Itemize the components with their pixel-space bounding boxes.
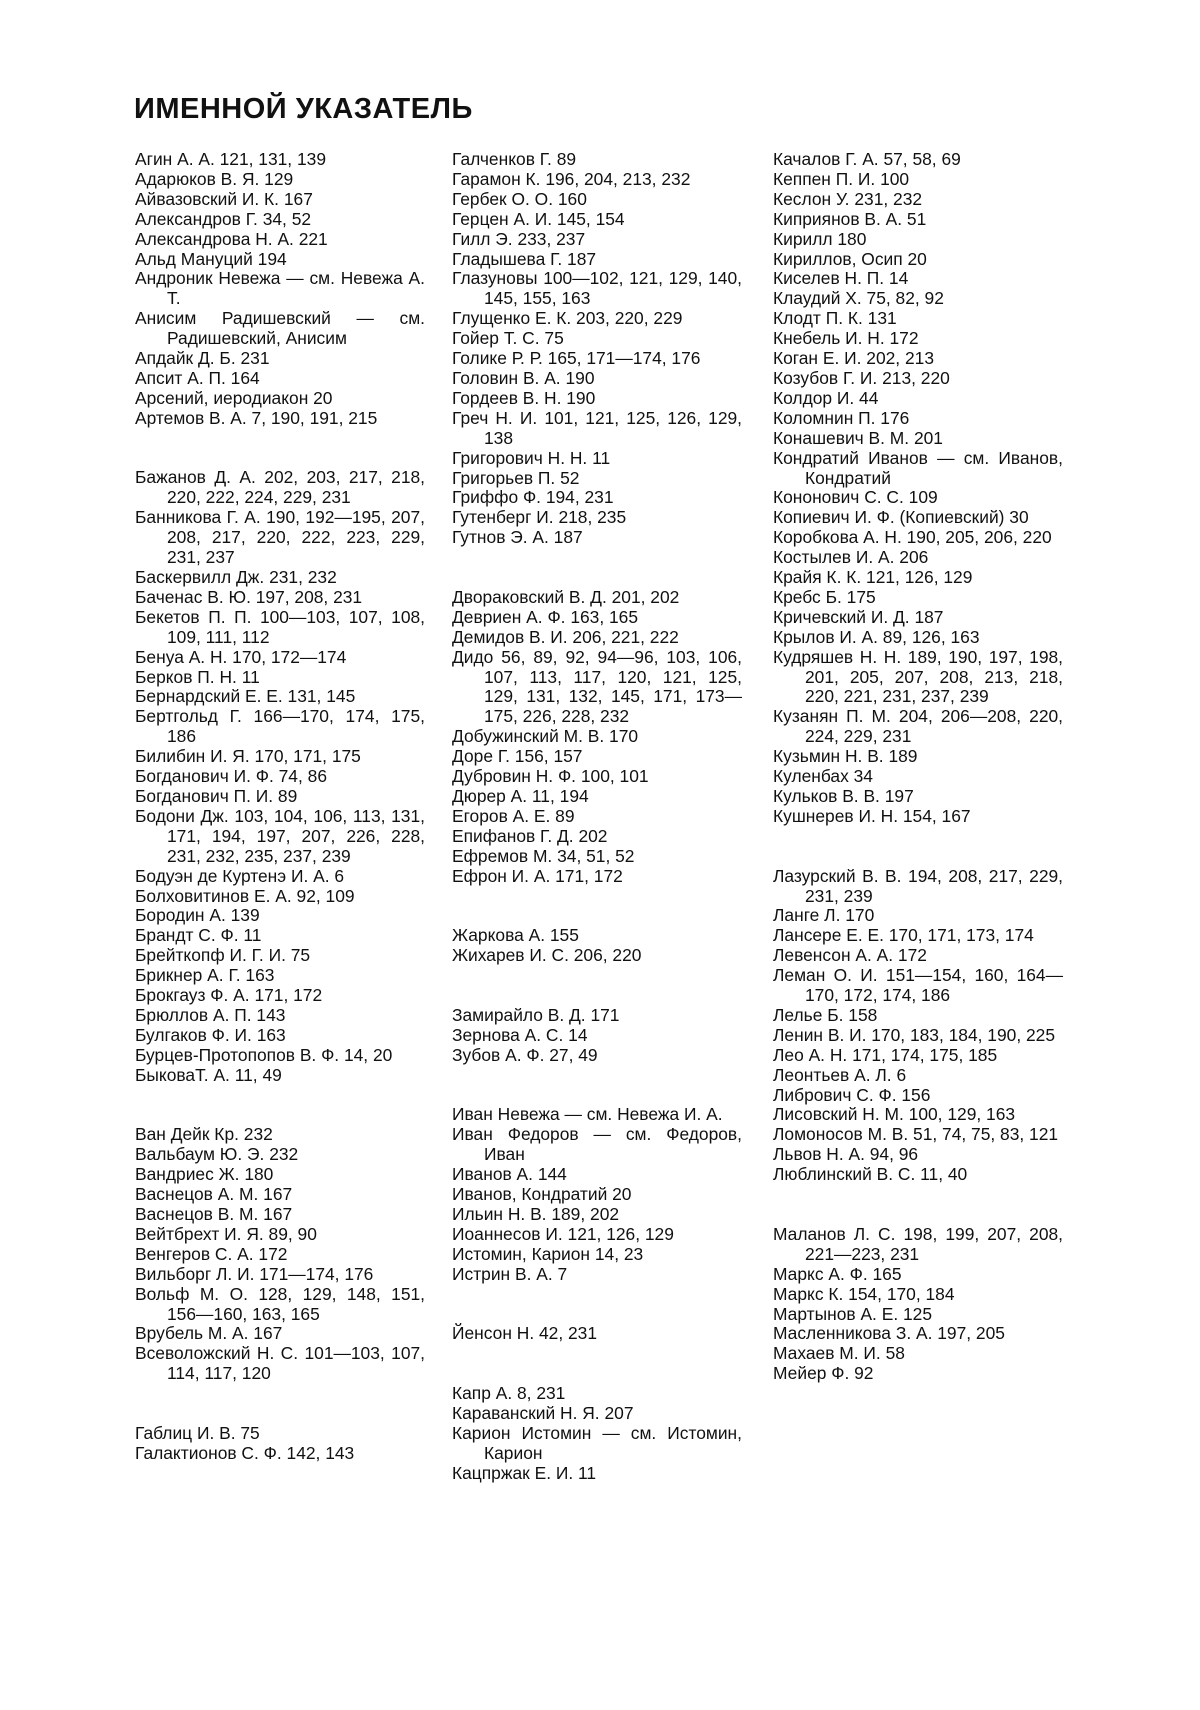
index-entry: Ильин Н. В. 189, 202 — [452, 1203, 620, 1224]
index-entry: Венгеров С. А. 172 — [135, 1243, 288, 1264]
section-gap — [135, 429, 425, 449]
section-gap — [773, 1185, 1063, 1205]
index-entry: Гладышева Г. 187 — [452, 248, 597, 269]
index-entry: Анисим Радишевский — см. Радишевский, Анисим — [135, 308, 425, 349]
index-entry: Андроник Невежа — см. Невежа А. Т. — [135, 268, 425, 309]
index-entry: Бернардский Е. Е. 131, 145 — [135, 686, 356, 707]
index-entry: Кеппен П. И. 100 — [773, 168, 910, 189]
index-entry: Альд Мануций 194 — [135, 248, 287, 269]
index-entry: Гарамон К. 196, 204, 213, 232 — [452, 168, 691, 189]
index-entry: Бурцев-Протопопов В. Ф. 14, 20 — [135, 1044, 393, 1065]
index-entry: Лазурский В. В. 194, 208, 217, 229, 231, 239 — [773, 865, 1063, 906]
index-entry: Клодт П. К. 131 — [773, 308, 897, 329]
index-entry: Головин В. А. 190 — [452, 367, 595, 388]
index-entry: Бажанов Д. А. 202, 203, 217, 218, 220, 222, 224, 229, 231 — [135, 467, 425, 508]
section-gap — [452, 1085, 742, 1105]
index-entry: Болховитинов Е. А. 92, 109 — [135, 885, 355, 906]
section-gap — [452, 1304, 742, 1324]
index-entry: Епифанов Г. Д. 202 — [452, 825, 608, 846]
section-gap — [773, 1205, 1063, 1225]
index-entry: Лансере Е. Е. 170, 171, 173, 174 — [773, 925, 1034, 946]
index-entry: Бородин А. 139 — [135, 905, 260, 926]
index-column-3 — [773, 150, 1063, 1384]
index-entry: Гутнов Э. А. 187 — [452, 527, 583, 548]
index-entry: Жаркова А. 155 — [452, 925, 579, 946]
index-entry: Иванов А. 144 — [452, 1164, 567, 1185]
section-gap — [452, 966, 742, 986]
index-entry: БыковаТ. А. 11, 49 — [135, 1064, 282, 1085]
index-entry: Дюрер А. 11, 194 — [452, 785, 589, 806]
index-entry: Кудряшев Н. Н. 189, 190, 197, 198, 201, 205, 207, 208, 213, 218, 220, 221, 231, 237, 239 — [773, 646, 1063, 707]
index-entry: Махаев М. И. 58 — [773, 1343, 905, 1364]
index-entry: Богданович П. И. 89 — [135, 785, 298, 806]
index-entry: Крылов И. А. 89, 126, 163 — [773, 626, 980, 647]
index-entry: Ефремов М. 34, 51, 52 — [452, 845, 635, 866]
index-entry: Врубель М. А. 167 — [135, 1323, 283, 1344]
index-entry: Александров Г. 34, 52 — [135, 208, 312, 229]
index-entry: Копиевич И. Ф. (Копиевский) 30 — [773, 507, 1029, 528]
index-entry: Кузанян П. М. 204, 206—208, 220, 224, 229, 231 — [773, 706, 1063, 747]
index-entry: Леман О. И. 151—154, 160, 164—170, 172, 174, 186 — [773, 965, 1063, 1006]
index-entry: Маланов Л. С. 198, 199, 207, 208, 221—223, 231 — [773, 1223, 1063, 1264]
index-entry: Крайя К. К. 121, 126, 129 — [773, 567, 973, 588]
index-entry: Ломоносов М. В. 51, 74, 75, 83, 121 — [773, 1124, 1059, 1145]
index-entry: Куленбах 34 — [773, 766, 873, 787]
index-entry: Колдор И. 44 — [773, 387, 879, 408]
index-entry: Киселев Н. П. 14 — [773, 268, 909, 289]
index-entry: Львов Н. А. 94, 96 — [773, 1144, 919, 1165]
index-entry: Киприянов В. А. 51 — [773, 208, 927, 229]
index-entry: Конашевич В. М. 201 — [773, 427, 943, 448]
index-entry: Доре Г. 156, 157 — [452, 746, 583, 767]
index-entry: Богданович И. Ф. 74, 86 — [135, 766, 327, 787]
section-gap — [452, 568, 742, 588]
index-entry: Кульков В. В. 197 — [773, 786, 914, 806]
index-entry: Гойер Т. С. 75 — [452, 328, 564, 349]
index-column-1 — [135, 150, 425, 1464]
index-entry: Бодуэн де Куртенэ И. А. 6 — [135, 865, 345, 886]
index-entry: Иван Невежа — см. Невежа И. А. — [452, 1104, 723, 1125]
index-entry: Бенуа А. Н. 170, 172—174 — [135, 646, 347, 667]
index-entry: Галактионов С. Ф. 142, 143 — [135, 1442, 355, 1463]
index-entry: Двораковский В. Д. 201, 202 — [452, 586, 680, 607]
index-entry: Айвазовский И. К. 167 — [135, 188, 313, 209]
index-entry: Глущенко Е. К. 203, 220, 229 — [452, 308, 683, 329]
index-entry: Брикнер А. Г. 163 — [135, 965, 275, 986]
index-entry: Дидо 56, 89, 92, 94—96, 103, 106, 107, 113, 117, 120, 121, 125, 129, 131, 132, 145, 171, 173—175, 226, 228, 232 — [452, 646, 742, 727]
section-gap — [773, 847, 1063, 867]
index-entry: Козубов Г. И. 213, 220 — [773, 367, 950, 388]
page-title: ИМЕННОЙ УКАЗАТЕЛЬ — [134, 93, 473, 125]
index-entry: Истомин, Карион 14, 23 — [452, 1243, 644, 1264]
index-entry: Маркс К. 154, 170, 184 — [773, 1283, 955, 1304]
index-entry: Артемов В. А. 7, 190, 191, 215 — [135, 407, 378, 428]
index-entry: Демидов В. И. 206, 221, 222 — [452, 626, 679, 647]
index-entry: Герцен А. И. 145, 154 — [452, 208, 625, 229]
index-entry: Караванский Н. Я. 207 — [452, 1402, 634, 1423]
section-gap — [135, 1384, 425, 1404]
index-entry: Иоаннесов И. 121, 126, 129 — [452, 1223, 674, 1244]
index-entry: Иван Федоров — см. Федоров, Иван — [452, 1124, 742, 1165]
index-entry: Кребс Б. 175 — [773, 586, 876, 607]
index-entry: Габлиц И. В. 75 — [135, 1422, 260, 1443]
index-entry: Коробкова А. Н. 190, 205, 206, 220 — [773, 527, 1052, 548]
index-entry: Баченас В. Ю. 197, 208, 231 — [135, 586, 363, 607]
index-entry: Кнебель И. Н. 172 — [773, 328, 919, 349]
section-gap — [452, 986, 742, 1006]
index-entry: Бертгольд Г. 166—170, 174, 175, 186 — [135, 706, 425, 747]
index-entry: Лелье Б. 158 — [773, 1004, 878, 1025]
index-entry: Леонтьев А. Л. 6 — [773, 1064, 907, 1085]
index-entry: Клаудий Х. 75, 82, 92 — [773, 288, 944, 309]
index-entry: Дубровин Н. Ф. 100, 101 — [452, 766, 649, 787]
index-entry: Апсит А. П. 164 — [135, 367, 260, 388]
index-entry: Баскервилл Дж. 231, 232 — [135, 567, 337, 587]
index-entry: Всеволожский Н. С. 101—103, 107, 114, 117, 120 — [135, 1343, 425, 1384]
index-entry: Гриффо Ф. 194, 231 — [452, 487, 614, 508]
index-entry: Девриен А. Ф. 163, 165 — [452, 606, 639, 627]
section-gap — [452, 1344, 742, 1364]
index-entry: Истрин В. А. 7 — [452, 1263, 568, 1284]
index-entry: Мартынов А. Е. 125 — [773, 1303, 932, 1324]
index-entry: Лисовский Н. М. 100, 129, 163 — [773, 1104, 1016, 1125]
index-entry: Кушнерев И. Н. 154, 167 — [773, 805, 971, 826]
index-entry: Маркс А. Ф. 165 — [773, 1263, 902, 1284]
section-gap — [452, 887, 742, 907]
index-entry: Греч Н. И. 101, 121, 125, 126, 129, 138 — [452, 407, 742, 448]
section-gap — [135, 1086, 425, 1106]
index-entry: Вальбаум Ю. Э. 232 — [135, 1144, 299, 1165]
index-entry: Григорович Н. Н. 11 — [452, 447, 611, 468]
index-entry: Костылев И. А. 206 — [773, 547, 929, 568]
index-entry: Зернова А. С. 14 — [452, 1024, 588, 1045]
index-entry: Коломнин П. 176 — [773, 407, 910, 428]
section-gap — [135, 1404, 425, 1424]
section-gap — [135, 449, 425, 469]
index-entry: Вейтбрехт И. Я. 89, 90 — [135, 1223, 317, 1244]
index-entry: Йенсон Н. 42, 231 — [452, 1323, 598, 1344]
index-entry: Васнецов В. М. 167 — [135, 1203, 293, 1224]
index-entry: Добужинский М. В. 170 — [452, 726, 639, 747]
index-entry: Билибин И. Я. 170, 171, 175 — [135, 746, 361, 767]
index-entry: Кацпржак Е. И. 11 — [452, 1462, 597, 1483]
index-entry: Мейер Ф. 92 — [773, 1363, 874, 1384]
section-gap — [135, 1105, 425, 1125]
index-entry: Гутенберг И. 218, 235 — [452, 507, 627, 528]
index-entry: Иванов, Кондратий 20 — [452, 1184, 632, 1204]
index-entry: Гилл Э. 233, 237 — [452, 228, 586, 249]
index-entry: Егоров А. Е. 89 — [452, 805, 575, 826]
index-entry: Левенсон А. А. 172 — [773, 945, 927, 966]
index-entry: Брюллов А. П. 143 — [135, 1004, 286, 1025]
index-entry: Брандт С. Ф. 11 — [135, 925, 262, 946]
index-entry: Ленин В. И. 170, 183, 184, 190, 225 — [773, 1024, 1055, 1045]
index-entry: Арсений, иеродиакон 20 — [135, 387, 333, 408]
index-entry: Галченков Г. 89 — [452, 149, 577, 169]
section-gap — [452, 1285, 742, 1305]
index-entry: Гордеев В. Н. 190 — [452, 387, 596, 408]
index-entry: Бодони Дж. 103, 104, 106, 113, 131, 171, 194, 197, 207, 226, 228, 231, 232, 235, 237, 239 — [135, 805, 425, 866]
index-entry: Лео А. Н. 171, 174, 175, 185 — [773, 1044, 998, 1065]
section-gap — [452, 906, 742, 926]
index-column-2 — [452, 150, 742, 1484]
index-entry: Голике Р. Р. 165, 171—174, 176 — [452, 348, 701, 369]
index-entry: Григорьев П. 52 — [452, 467, 580, 488]
index-entry: Кричевский И. Д. 187 — [773, 606, 944, 627]
index-entry: Зубов А. Ф. 27, 49 — [452, 1044, 598, 1065]
index-entry: Вильборг Л. И. 171—174, 176 — [135, 1263, 374, 1284]
index-entry: Масленникова З. А. 197, 205 — [773, 1323, 1005, 1344]
index-entry: Кеслон У. 231, 232 — [773, 188, 923, 209]
index-entry: Адарюков В. Я. 129 — [135, 168, 294, 189]
index-entry: Апдайк Д. Б. 231 — [135, 348, 270, 369]
index-entry: Банникова Г. А. 190, 192—195, 207, 208, 217, 220, 222, 223, 229, 231, 237 — [135, 507, 425, 568]
index-entry: Ланге Л. 170 — [773, 905, 875, 926]
index-entry: Жихарев И. С. 206, 220 — [452, 945, 642, 966]
section-gap — [452, 1066, 742, 1086]
index-entry: Кирилл 180 — [773, 228, 867, 249]
index-entry: Булгаков Ф. И. 163 — [135, 1024, 286, 1045]
index-entry: Вандриес Ж. 180 — [135, 1164, 274, 1185]
index-entry: Глазуновы 100—102, 121, 129, 140, 145, 155, 163 — [452, 268, 742, 309]
section-gap — [452, 1364, 742, 1384]
index-entry: Берков П. Н. 11 — [135, 666, 260, 687]
index-entry: Замирайло В. Д. 171 — [452, 1004, 620, 1025]
index-entry: Кононович С. С. 109 — [773, 487, 938, 508]
index-entry: Александрова Н. А. 221 — [135, 228, 328, 249]
index-entry: Кузьмин Н. В. 189 — [773, 746, 918, 767]
index-entry: Качалов Г. А. 57, 58, 69 — [773, 149, 961, 169]
index-entry: Васнецов А. М. 167 — [135, 1184, 293, 1205]
index-entry: Кириллов, Осип 20 — [773, 248, 927, 269]
index-entry: Вольф М. О. 128, 129, 148, 151, 156—160, 163, 165 — [135, 1283, 425, 1324]
section-gap — [452, 548, 742, 568]
index-entry: Либрович С. Ф. 156 — [773, 1084, 931, 1105]
index-entry: Ефрон И. А. 171, 172 — [452, 865, 623, 886]
index-entry: Карион Истомин — см. Истомин, Карион — [452, 1422, 742, 1463]
index-entry: Капр А. 8, 231 — [452, 1383, 566, 1403]
index-entry: Агин А. А. 121, 131, 139 — [135, 149, 326, 169]
index-entry: Гербек О. О. 160 — [452, 188, 587, 209]
index-entry: Ван Дейк Кр. 232 — [135, 1124, 273, 1145]
index-entry: Кондратий Иванов — см. Иванов, Кондратий — [773, 447, 1063, 488]
index-entry: Бекетов П. П. 100—103, 107, 108, 109, 111, 112 — [135, 606, 425, 647]
index-entry: Люблинский В. С. 11, 40 — [773, 1164, 968, 1185]
index-entry: Брокгауз Ф. А. 171, 172 — [135, 985, 323, 1006]
index-entry: Коган Е. И. 202, 213 — [773, 348, 934, 369]
index-entry: Брейткопф И. Г. И. 75 — [135, 945, 311, 966]
section-gap — [773, 827, 1063, 847]
